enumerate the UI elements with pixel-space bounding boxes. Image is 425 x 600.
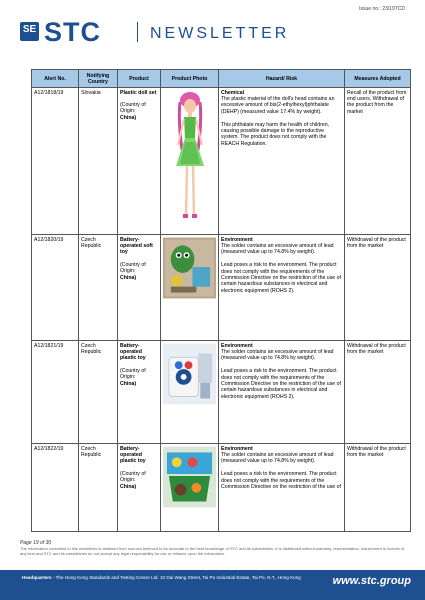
hazard-cell: [219, 444, 345, 532]
alert-no: A12/1821/19: [32, 341, 79, 444]
header-alert-no: Alert No.: [32, 70, 79, 88]
alert-no: A12/1820/19: [32, 235, 79, 341]
product-name: Battery-operated soft toy: [120, 236, 153, 256]
product-name: Battery-operated plastic toy: [120, 445, 146, 465]
hazard-risk: This phthalate may harm the health of children, causing possible damage to the reproductive system. The product does not comply with the REACH Regulation.: [221, 121, 330, 147]
headquarters-line: [22, 575, 301, 580]
header-country: Notifying Country: [79, 70, 118, 88]
soft-toy-photo: [163, 237, 216, 299]
header-hazard: Hazard/ Risk: [219, 70, 345, 88]
table-row: [32, 341, 411, 444]
measures-adopted: Withdrawal of the product from the market: [345, 235, 411, 341]
origin-country: China): [120, 274, 137, 281]
alert-no: A12/1822/19: [32, 444, 79, 532]
measures-adopted: Recall of the product from end users, Withdrawal of the product from the market: [345, 88, 411, 235]
issue-number: Issue no.: 23/19TCD: [359, 6, 405, 12]
logo-mark-text: SE: [22, 24, 37, 35]
origin-label: (Country of Origin:: [120, 367, 146, 381]
table-row: [32, 444, 411, 532]
origin-label: (Country of Origin:: [120, 470, 146, 484]
origin-country: China): [120, 380, 137, 387]
header-divider: [137, 22, 138, 42]
header-photo: Product Photo: [161, 70, 219, 88]
plastic-toy-photo-2: [163, 446, 216, 508]
hazard-title: Environment: [221, 445, 253, 452]
hazard-title: Chemical: [221, 89, 245, 96]
photo-cell: [161, 444, 219, 532]
product-cell: [118, 88, 161, 235]
hazard-title: Environment: [221, 342, 253, 349]
header-measures: Measures Adopted: [345, 70, 411, 88]
alert-no: A12/1818/19: [32, 88, 79, 235]
product-cell: [118, 235, 161, 341]
newsletter-header: [0, 0, 425, 52]
notifying-country: Slovakia: [79, 88, 118, 235]
table-header-row: [32, 70, 411, 88]
hazard-risk: Lead poses a risk to the environment. The product does not comply with the requirements of the Commission Directive on the restriction of the use of certain hazardous substances in electrical and electronic equipment (ROHS 2).: [221, 262, 341, 294]
table-row: [32, 88, 411, 235]
header-product: Product: [118, 70, 161, 88]
hazard-cell: [219, 88, 345, 235]
stc-logo-text: STC: [44, 17, 101, 47]
hazard-risk: Lead poses a risk to the environment. The product does not comply with the requirements of the Commission Directive on the restriction of the use of: [221, 471, 341, 490]
product-name: Battery-operated plastic toy: [120, 342, 146, 362]
hazard-cell: [219, 235, 345, 341]
alerts-table: [31, 69, 411, 532]
disclaimer-text: The information contained in this newsletter is obtained from sources believed to be accurate to the best knowledge of STC and its subsidiaries. It is distributed without warranty, representation, inducement or licence of any kind and STC and its subsidiaries do not accept any legal responsibility for use or reliance upon the information.: [20, 546, 405, 556]
notifying-country: Czech Republic: [79, 444, 118, 532]
product-cell: [118, 341, 161, 444]
page-number: Page 19 of 30: [20, 540, 52, 546]
website-link[interactable]: www.stc.group: [332, 575, 411, 587]
origin-country: China): [120, 483, 137, 490]
hazard-description: The solder contains an excessive amount of lead (measured value up to 74.8% by weight).: [221, 348, 334, 362]
hazard-description: The solder contains an excessive amount of lead (measured value up to 74.8% by weight).: [221, 451, 334, 465]
origin-label: (Country of Origin:: [120, 261, 146, 275]
headquarters-label: Headquarters: [22, 575, 52, 580]
hazard-title: Environment: [221, 236, 253, 243]
measures-adopted: Withdrawal of the product from the market: [345, 341, 411, 444]
origin-label: (Country of Origin:: [120, 101, 146, 115]
product-cell: [118, 444, 161, 532]
table-row: [32, 235, 411, 341]
photo-cell: [161, 235, 219, 341]
hazard-description: The plastic material of the doll's head contains an excessive amount of bis(2-ethylhexyl)phthalate (DEHP) (measured value 17.4% by weight).: [221, 95, 335, 115]
origin-country: China): [120, 114, 137, 121]
product-name: Plastic doll set: [120, 89, 157, 96]
hazard-description: The solder contains an excessive amount of lead (measured value up to 74.8% by weight).: [221, 242, 334, 256]
photo-cell: [161, 88, 219, 235]
notifying-country: Czech Republic: [79, 341, 118, 444]
measures-adopted: Withdrawal of the product from the market: [345, 444, 411, 532]
newsletter-title: NEWSLETTER: [150, 25, 290, 42]
stc-logo-mark: [20, 22, 39, 41]
photo-cell: [161, 341, 219, 444]
plastic-toy-photo: [163, 343, 216, 405]
hazard-cell: [219, 341, 345, 444]
headquarters-address: - The Hong Kong Standards and Testing Centre Ltd. 10 Dai Wang Street, Tai Po Industrial Estate, Tai Po, N.T., Hong Kong: [51, 575, 301, 580]
hazard-risk: Lead poses a risk to the environment. The product does not comply with the requirements of the Commission Directive on the restriction of the use of certain hazardous substances in electrical and electronic equipment (ROHS 2).: [221, 368, 341, 400]
notifying-country: Czech Republic: [79, 235, 118, 341]
doll-photo: [172, 90, 208, 228]
